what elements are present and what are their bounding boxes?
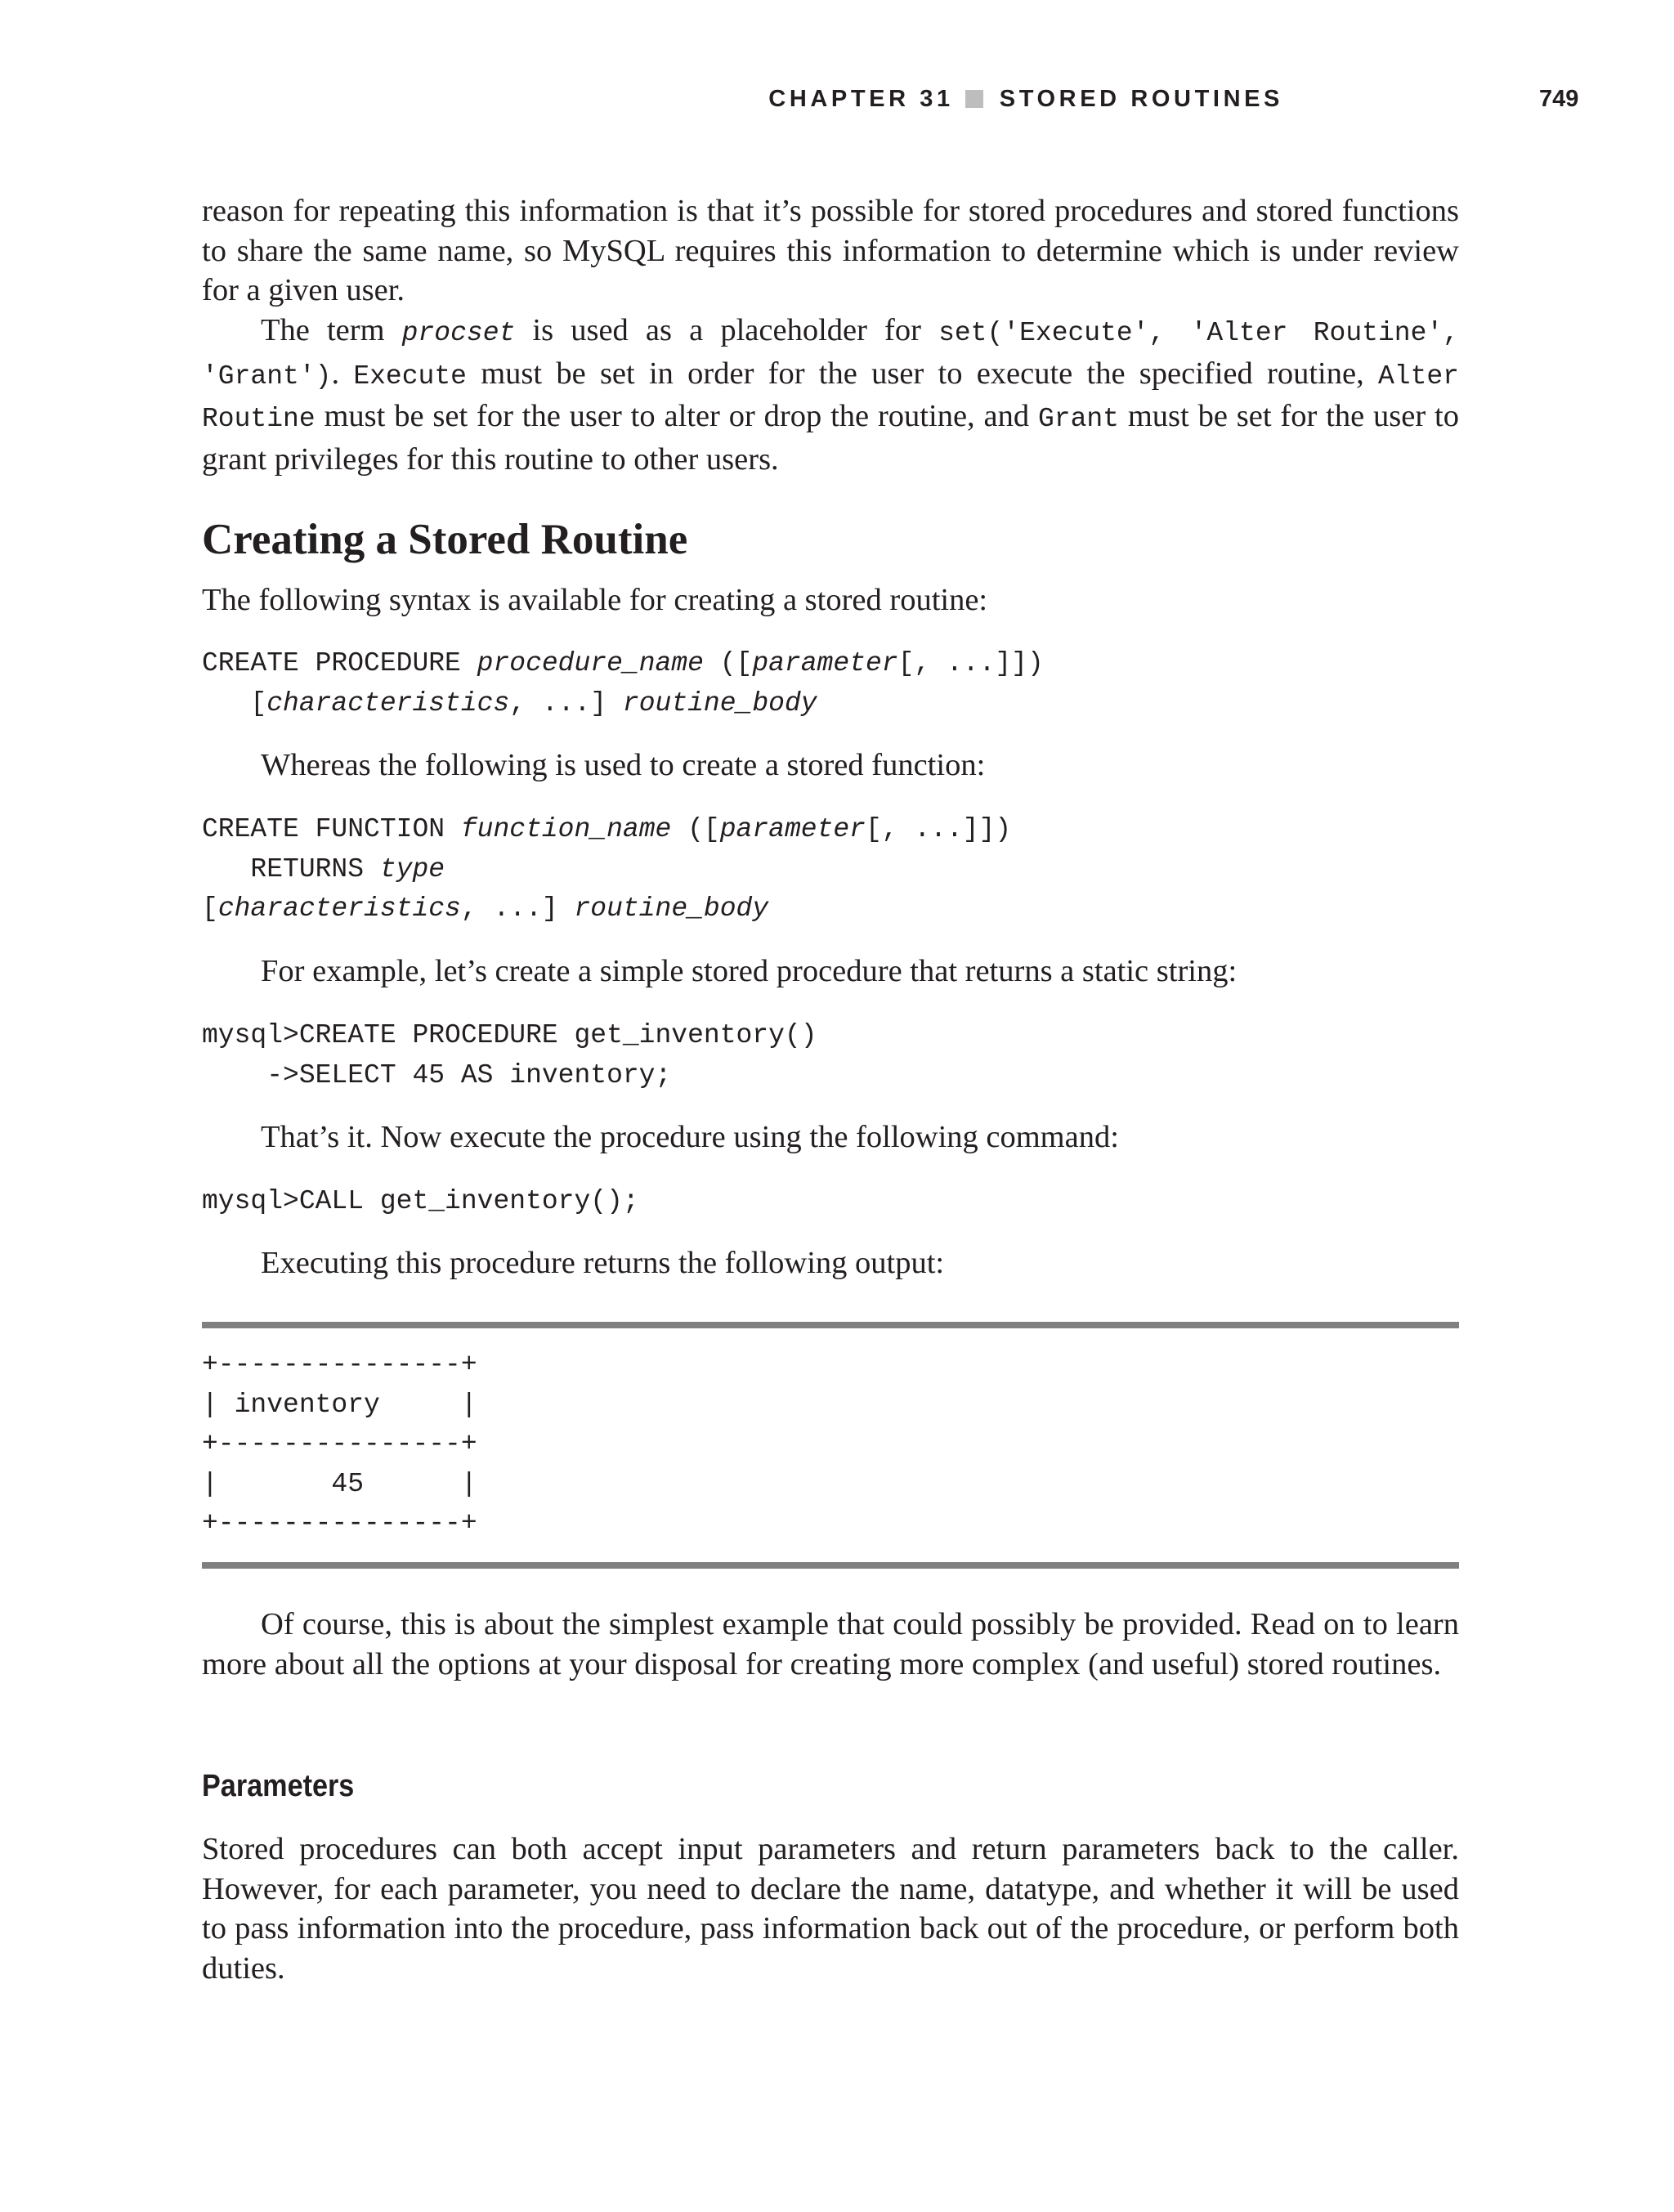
code-token: RETURNS bbox=[202, 853, 380, 884]
text-run: must be set for the user to alter or drop the routine, and bbox=[315, 399, 1038, 433]
code-token: type bbox=[379, 853, 445, 884]
text-run: is used as a placeholder for bbox=[515, 313, 939, 347]
parameters-heading: Parameters bbox=[202, 1769, 355, 1803]
parameters-paragraph: Stored procedures can both accept input parameters and return parameters back to the caller. However, for each parameter, you need to declare the name, datatype, and whether it will be used to pass information into the procedure, pass information back out of the procedure, or perform both duties. bbox=[202, 1832, 1459, 1986]
procedure-syntax-code bbox=[202, 644, 1044, 723]
section-label: STORED ROUTINES bbox=[999, 86, 1283, 112]
grant-code: Grant bbox=[1037, 404, 1119, 434]
code-token: characteristics bbox=[266, 687, 510, 719]
section-lead: The following syntax is available for creating a stored routine: bbox=[202, 583, 988, 617]
code-token: ([ bbox=[703, 648, 753, 678]
page-number: 749 bbox=[1539, 86, 1579, 112]
thats-it-paragraph: That’s it. Now execute the procedure using the following command: bbox=[261, 1120, 1119, 1154]
output-bottom-rule bbox=[202, 1562, 1459, 1569]
text-run: must be set for the user to grant privileges for this routine to other users. bbox=[202, 399, 1460, 477]
code-token: CREATE FUNCTION bbox=[202, 814, 461, 844]
call-code: mysql>CALL get_inventory(); bbox=[202, 1186, 639, 1216]
whereas-paragraph: Whereas the following is used to create a stored function: bbox=[261, 748, 986, 782]
code-token: ([ bbox=[671, 814, 720, 844]
output-line: +---------------+ bbox=[202, 1429, 477, 1459]
square-separator-icon bbox=[965, 90, 983, 108]
code-token: routine_body bbox=[622, 687, 817, 719]
of-course-paragraph: Of course, this is about the simplest example that could possibly be provided. Read on to learn more about all the options at your disposal for creating more complex (and useful) stored routines. bbox=[202, 1607, 1459, 1681]
code-token: CREATE PROCEDURE bbox=[202, 648, 477, 678]
function-syntax-code bbox=[202, 810, 1011, 929]
example-code bbox=[202, 1016, 817, 1095]
section-heading: Creating a Stored Routine bbox=[202, 516, 688, 563]
set-code: set('Execute', 'Alter Routine', 'Grant') bbox=[202, 318, 1459, 392]
chapter-label: CHAPTER 31 bbox=[768, 86, 954, 112]
output-line: +---------------+ bbox=[202, 1508, 477, 1538]
example-intro-paragraph: For example, let’s create a simple stored procedure that returns a static string: bbox=[261, 954, 1238, 988]
code-line: ->SELECT 45 AS inventory; bbox=[202, 1059, 672, 1090]
code-token: parameter bbox=[752, 648, 898, 678]
code-token: [ bbox=[202, 687, 267, 719]
output-line: | inventory | bbox=[202, 1389, 477, 1420]
code-token: procedure_name bbox=[477, 648, 704, 678]
code-token: parameter bbox=[719, 814, 866, 844]
output-top-rule bbox=[202, 1322, 1459, 1328]
code-line: mysql>CREATE PROCEDURE get_inventory() bbox=[202, 1020, 817, 1050]
output-table bbox=[202, 1346, 477, 1544]
code-token: characteristics bbox=[217, 893, 461, 924]
chapter-title bbox=[768, 83, 1283, 115]
text-run: The term bbox=[261, 313, 402, 347]
code-token: , ...] bbox=[509, 687, 623, 719]
code-token: [ bbox=[202, 893, 218, 924]
output-line: +---------------+ bbox=[202, 1350, 477, 1380]
text-run: . bbox=[331, 356, 354, 391]
execute-code: Execute bbox=[353, 360, 467, 392]
code-token: [, ...]]) bbox=[897, 648, 1044, 678]
code-token: [, ...]]) bbox=[865, 814, 1012, 844]
intro-paragraph-1: reason for repeating this information is that it’s possible for stored procedures and stored functions to share the same name, so MySQL requires this information to determine which is under review for a given user. bbox=[202, 194, 1459, 307]
code-token: function_name bbox=[460, 814, 672, 844]
alter-routine-code: Alter Routine bbox=[202, 360, 1459, 434]
text-run: must be set in order for the user to execute the specified routine, bbox=[466, 356, 1378, 391]
intro-paragraph-2 bbox=[202, 311, 1459, 479]
running-header bbox=[0, 83, 1674, 115]
code-token: routine_body bbox=[574, 893, 769, 924]
executing-paragraph: Executing this procedure returns the following output: bbox=[261, 1246, 945, 1280]
output-line: | 45 | bbox=[202, 1468, 477, 1499]
code-token: , ...] bbox=[460, 893, 575, 924]
procset-term: procset bbox=[401, 318, 516, 348]
